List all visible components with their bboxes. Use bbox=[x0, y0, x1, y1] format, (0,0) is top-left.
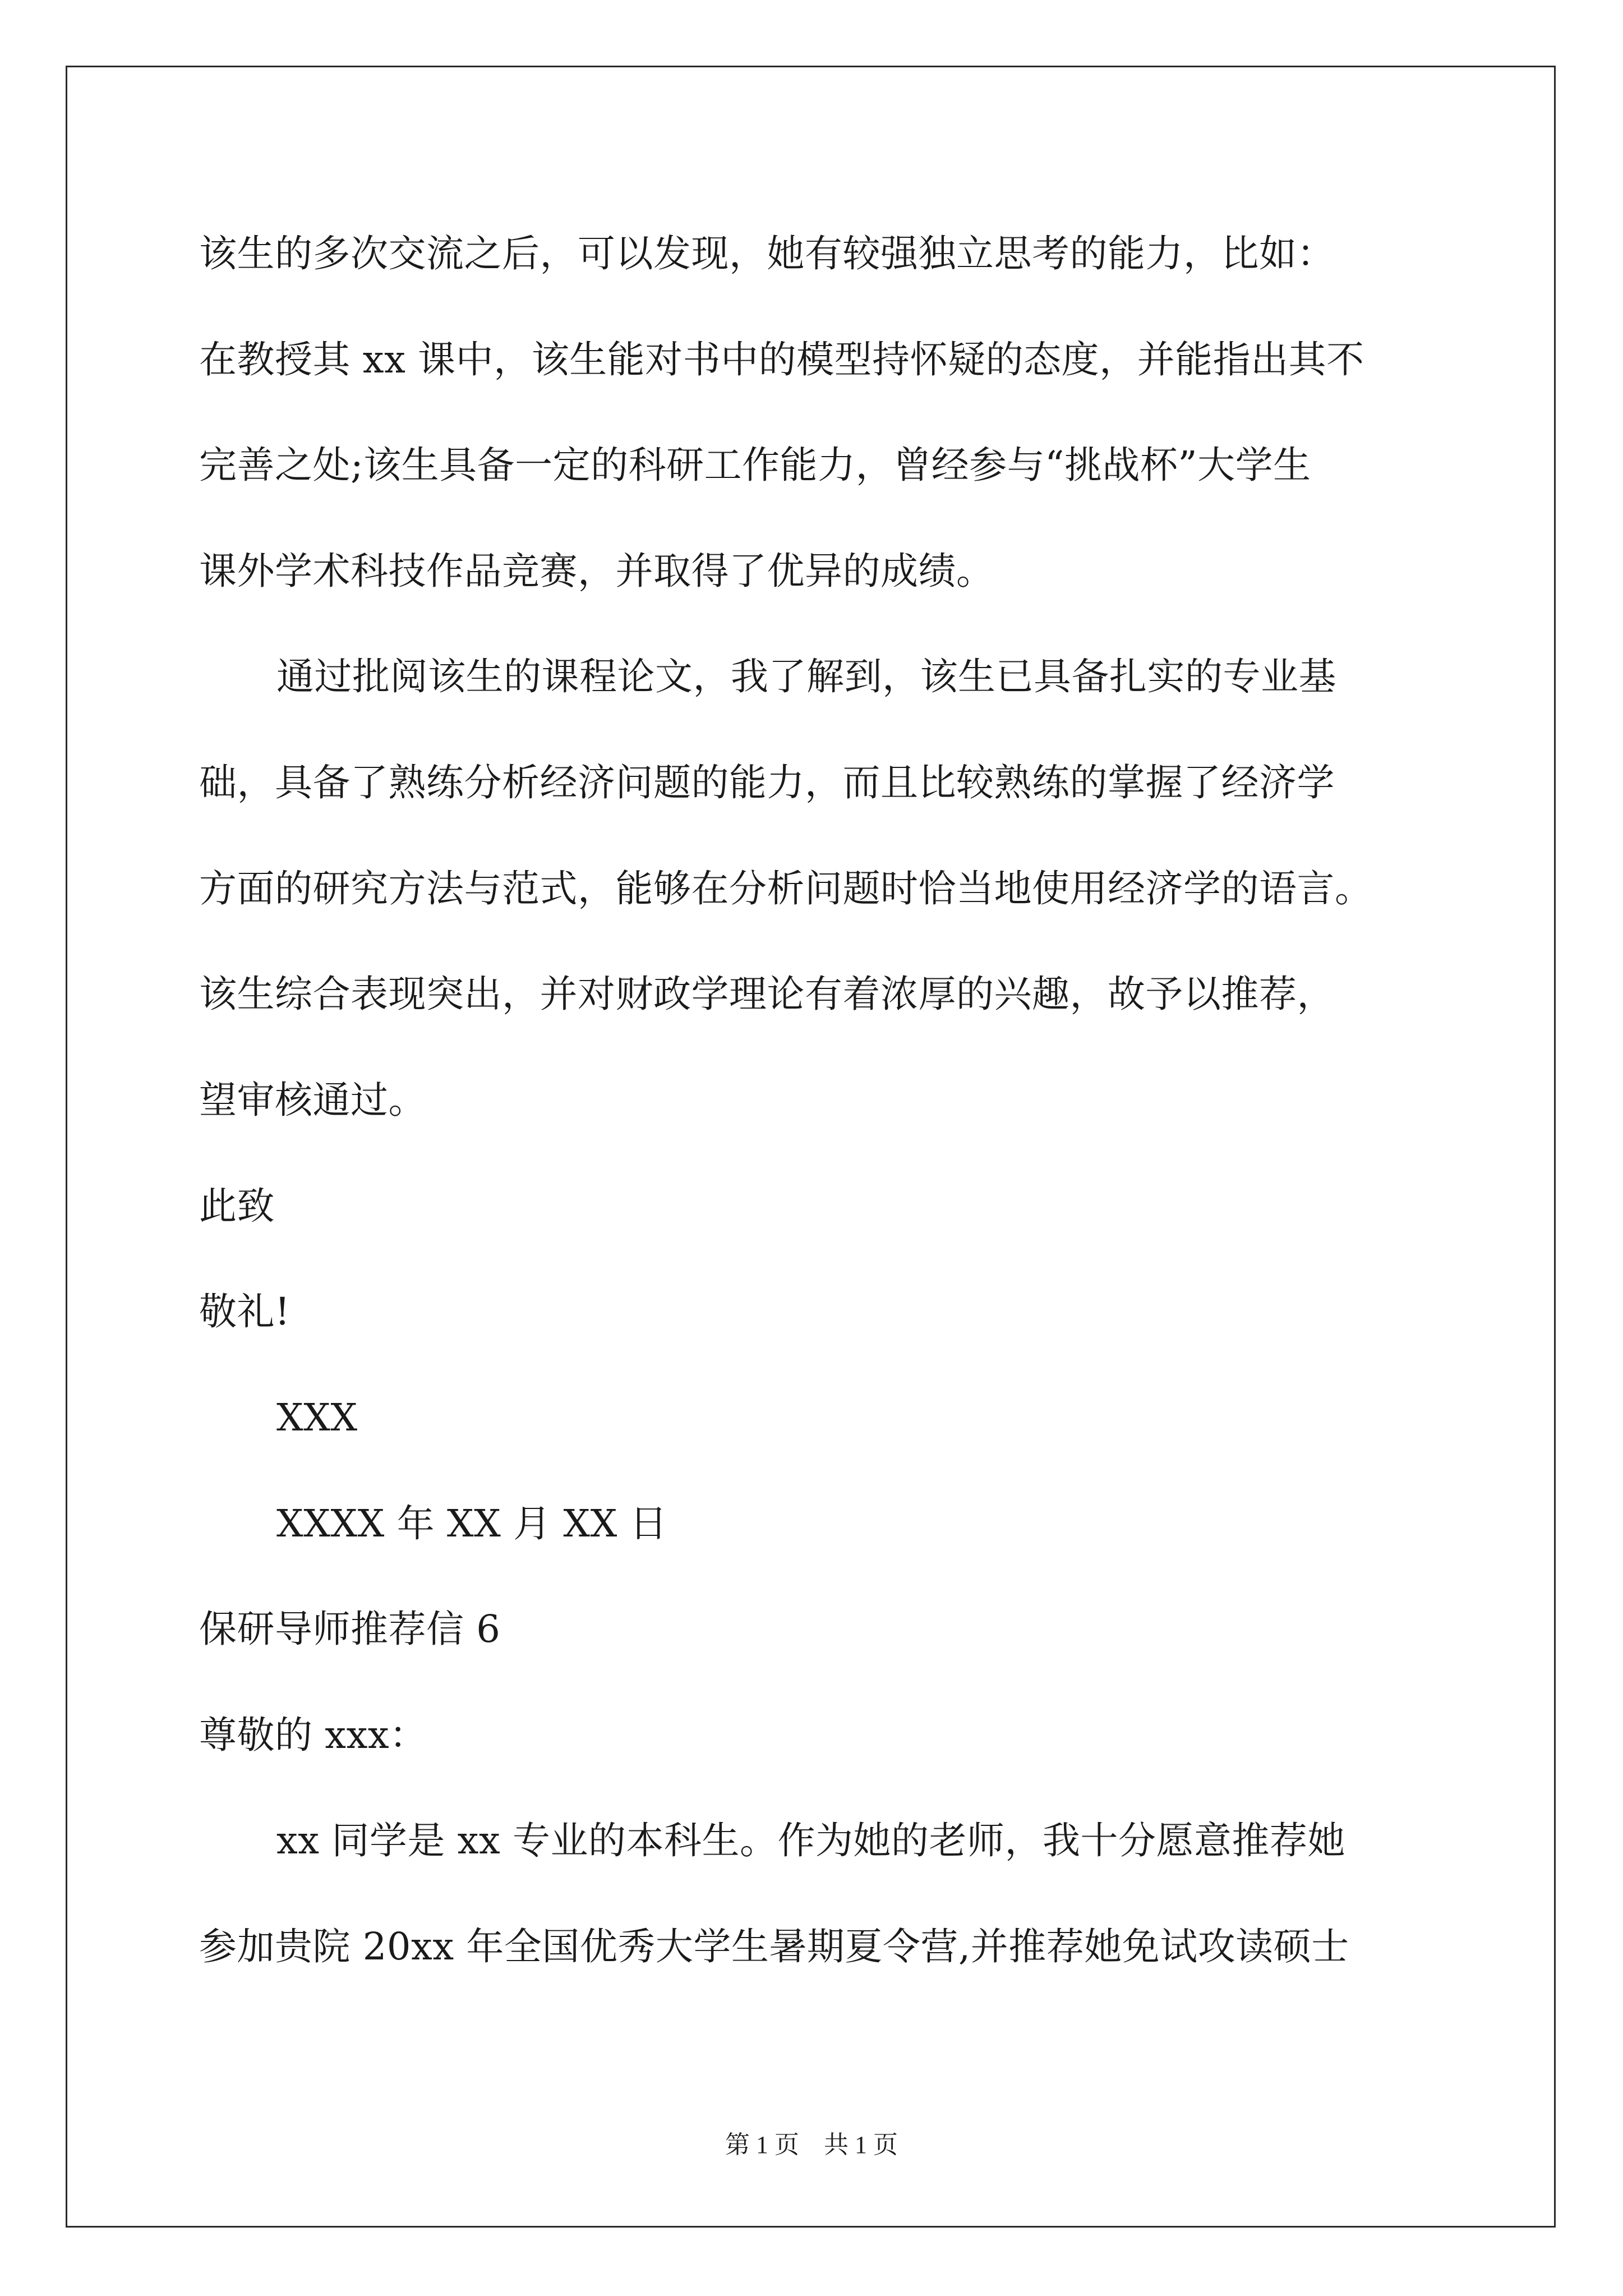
body-line: 在教授其 xx 课中，该生能对书中的模型持怀疑的态度，并能指出其不 bbox=[199, 338, 1364, 381]
body-line: 望审核通过。 bbox=[199, 1078, 426, 1122]
letter-salutation: 尊敬的 xxx： bbox=[199, 1713, 427, 1757]
section-heading: 保研导师推荐信 6 bbox=[199, 1607, 501, 1651]
body-line: 完善之处;该生具备一定的科研工作能力，曾经参与“挑战杯”大学生 bbox=[199, 443, 1311, 487]
closing-regards: 敬礼! bbox=[199, 1290, 291, 1333]
page-border bbox=[66, 66, 1556, 2228]
closing-salutation: 此致 bbox=[199, 1184, 275, 1228]
signature-date: XXXX 年 XX 月 XX 日 bbox=[276, 1502, 668, 1545]
body-line: 课外学术科技作品竞赛，并取得了优异的成绩。 bbox=[199, 549, 994, 593]
body-line: 该生的多次交流之后，可以发现，她有较强独立思考的能力，比如： bbox=[199, 232, 1335, 275]
paragraph-start-line: xx 同学是 xx 专业的本科生。作为她的老师，我十分愿意推荐她 bbox=[276, 1819, 1346, 1862]
body-line: 础，具备了熟练分析经济问题的能力，而且比较熟练的掌握了经济学 bbox=[199, 761, 1335, 804]
page-number-footer: 第 1 页 共 1 页 bbox=[725, 2131, 898, 2159]
body-line: 参加贵院 20xx 年全国优秀大学生暑期夏令营,并推荐她免试攻读硕士 bbox=[199, 1925, 1349, 1968]
body-line: 该生综合表现突出，并对财政学理论有着浓厚的兴趣，故予以推荐， bbox=[199, 972, 1335, 1016]
body-line: 方面的研究方法与范式，能够在分析问题时恰当地使用经济学的语言。 bbox=[199, 867, 1373, 910]
paragraph-start-line: 通过批阅该生的课程论文，我了解到，该生已具备扎实的专业基 bbox=[276, 655, 1336, 698]
signature-name: XXX bbox=[276, 1396, 358, 1439]
